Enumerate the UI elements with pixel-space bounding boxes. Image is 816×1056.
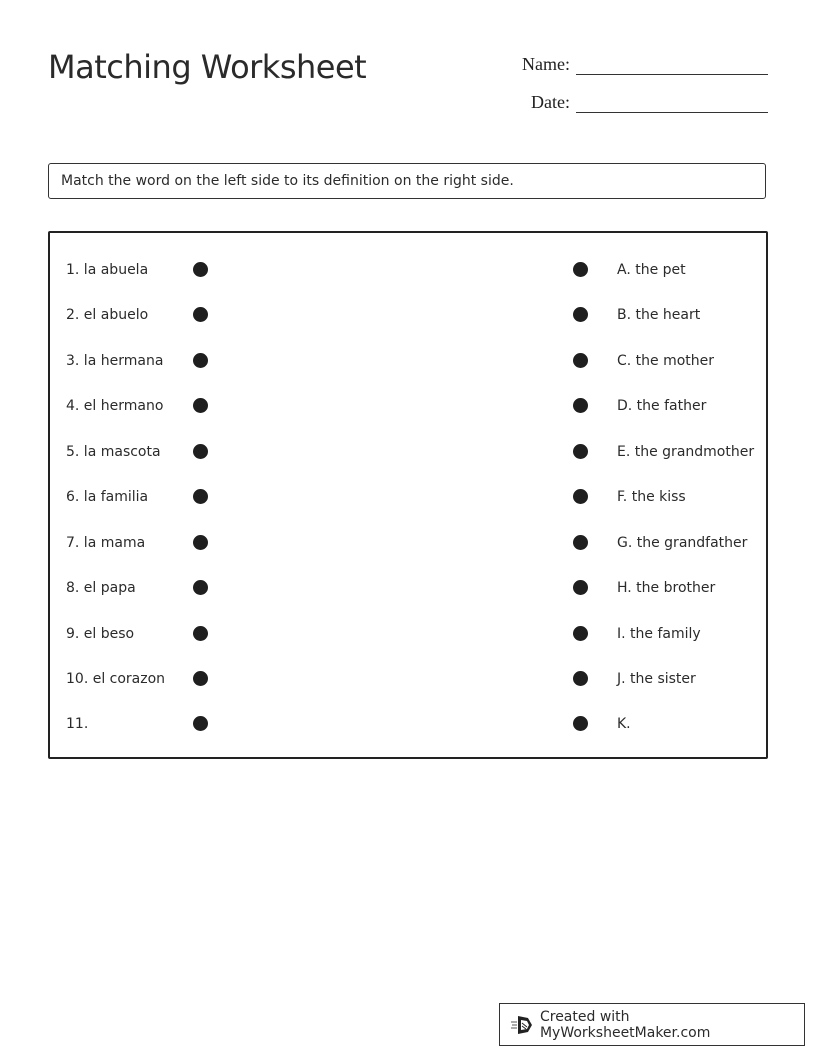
match-row	[50, 622, 766, 646]
left-term: 1. la abuela	[66, 262, 149, 278]
left-term: 9. el beso	[66, 626, 135, 642]
right-definition: D. the father	[617, 398, 707, 414]
left-dot-icon[interactable]	[193, 353, 208, 368]
left-term: 3. la hermana	[66, 353, 164, 369]
right-definition: I. the family	[617, 626, 701, 642]
right-dot-icon[interactable]	[573, 398, 588, 413]
right-dot-icon[interactable]	[573, 580, 588, 595]
left-term: 7. la mama	[66, 535, 146, 551]
worksheet-logo-icon	[510, 1013, 534, 1037]
left-term: 8. el papa	[66, 580, 136, 596]
right-dot-icon[interactable]	[573, 671, 588, 686]
left-dot-icon[interactable]	[193, 489, 208, 504]
left-term: 10. el corazon	[66, 671, 166, 687]
right-dot-icon[interactable]	[573, 535, 588, 550]
match-row	[50, 576, 766, 600]
right-definition: A. the pet	[617, 262, 686, 278]
right-definition: C. the mother	[617, 353, 715, 369]
date-field[interactable]	[510, 92, 768, 113]
footer-credit[interactable]	[499, 1003, 805, 1046]
left-dot-icon[interactable]	[193, 580, 208, 595]
right-dot-icon[interactable]	[573, 307, 588, 322]
right-dot-icon[interactable]	[573, 716, 588, 731]
left-dot-icon[interactable]	[193, 671, 208, 686]
left-dot-icon[interactable]	[193, 307, 208, 322]
name-label: Name:	[522, 54, 570, 74]
left-dot-icon[interactable]	[193, 262, 208, 277]
right-dot-icon[interactable]	[573, 489, 588, 504]
right-dot-icon[interactable]	[573, 626, 588, 641]
right-definition: G. the grandfather	[617, 535, 748, 551]
left-dot-icon[interactable]	[193, 444, 208, 459]
match-row	[50, 303, 766, 327]
name-line[interactable]	[576, 54, 768, 75]
left-term: 11.	[66, 716, 89, 732]
left-term: 6. la familia	[66, 489, 149, 505]
match-row	[50, 712, 766, 736]
left-term: 5. la mascota	[66, 444, 161, 460]
match-row	[50, 531, 766, 555]
left-dot-icon[interactable]	[193, 716, 208, 731]
matching-box	[48, 231, 768, 759]
date-label: Date:	[531, 92, 570, 112]
right-definition: J. the sister	[617, 671, 696, 687]
left-term: 2. el abuelo	[66, 307, 149, 323]
match-row	[50, 349, 766, 373]
match-row	[50, 258, 766, 282]
right-definition: B. the heart	[617, 307, 701, 323]
date-line[interactable]	[576, 92, 768, 113]
right-dot-icon[interactable]	[573, 353, 588, 368]
right-definition: H. the brother	[617, 580, 716, 596]
right-dot-icon[interactable]	[573, 262, 588, 277]
right-definition: F. the kiss	[617, 489, 686, 505]
instructions-text: Match the word on the left side to its definition on the right side.	[61, 173, 514, 189]
left-term: 4. el hermano	[66, 398, 164, 414]
match-row	[50, 394, 766, 418]
left-dot-icon[interactable]	[193, 535, 208, 550]
match-row	[50, 485, 766, 509]
match-row	[50, 667, 766, 691]
right-definition: E. the grandmother	[617, 444, 755, 460]
left-dot-icon[interactable]	[193, 626, 208, 641]
name-field[interactable]	[510, 54, 768, 75]
instructions-box	[48, 163, 766, 199]
page-title: Matching Worksheet	[48, 48, 367, 86]
right-dot-icon[interactable]	[573, 444, 588, 459]
right-definition: K.	[617, 716, 631, 732]
match-row	[50, 440, 766, 464]
left-dot-icon[interactable]	[193, 398, 208, 413]
footer-text: Created with MyWorksheetMaker.com	[539, 1008, 711, 1041]
